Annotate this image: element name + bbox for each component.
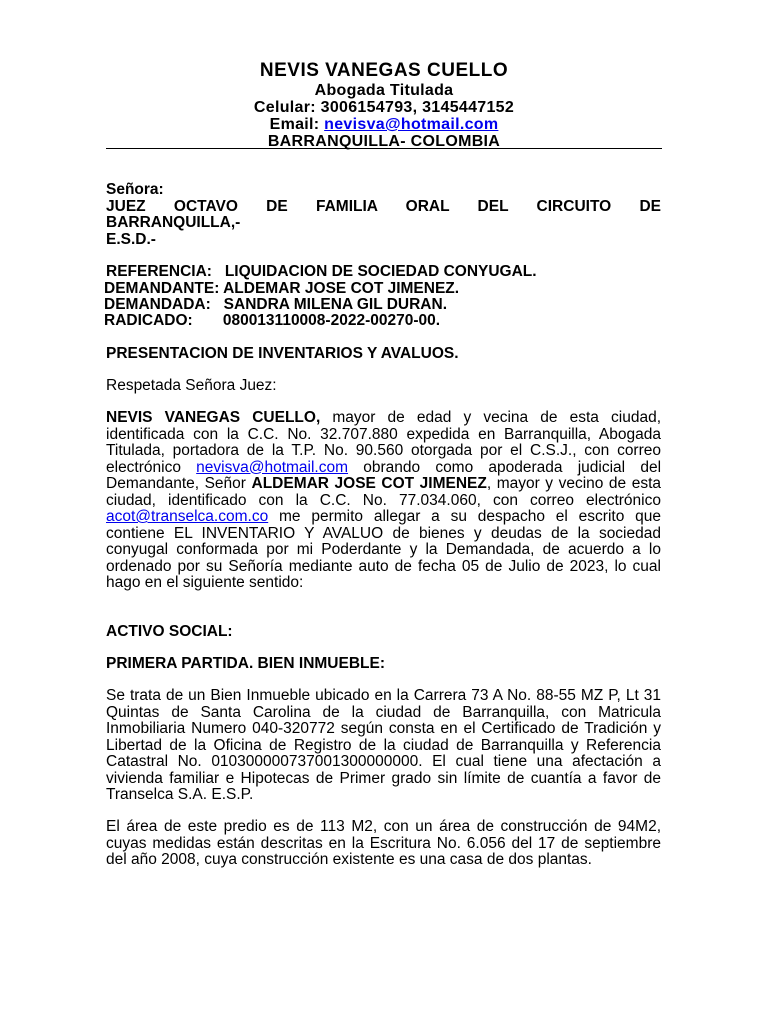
partida-paragraph-1: Se trata de un Bien Inmueble ubicado en la Carrera 73 A No. 88-55 MZ P, Lt 31 Quintas de Santa Carolina de la ciudad de Barranquilla, con Matricula Inmobiliaria Numero 040-320772 según consta en el Certificado de Tradición y Libertad de la Oficina de Registro de la ciudad de Barranquilla y Referencia Catastral No. 010300000737001300000000. El cual tiene una afectación a vivienda familiar e Hipotecas de Primer grado sin límite de cuantía a favor de Transelca S.A. E.S.P. xyxy=(106,687,661,803)
lawyer-email-link[interactable]: nevisva@hotmail.com xyxy=(324,116,499,133)
letterhead xyxy=(106,60,662,150)
lawyer-name: NEVIS VANEGAS CUELLO xyxy=(259,60,509,81)
partida-paragraph-2: El área de este predio es de 113 M2, con un área de construcción de 94M2, cuyas medidas están descritas en la Escritura No. 6.056 del 17 de septiembre del año 2008, cuya construcción existente es una casa de dos plantas. xyxy=(106,818,661,868)
lawyer-phone: Celular: 3006154793, 3145447152 xyxy=(253,99,515,116)
reference-demandada: DEMANDADA: SANDRA MILENA GIL DURAN. xyxy=(104,296,447,313)
email-label: Email: xyxy=(269,116,325,133)
body-paragraph-1 xyxy=(106,410,661,592)
primera-partida-heading: PRIMERA PARTIDA. BIEN INMUEBLE: xyxy=(106,655,385,672)
salutation: Señora: xyxy=(106,181,164,198)
activo-social-heading: ACTIVO SOCIAL: xyxy=(106,623,233,640)
greeting: Respetada Señora Juez: xyxy=(106,377,277,394)
body-email-link-2[interactable]: acot@transelca.com.co xyxy=(106,508,269,525)
reference-radicado: RADICADO: 080013110008-2022-00270-00. xyxy=(104,312,441,329)
reference-referencia: REFERENCIA: LIQUIDACION DE SOCIEDAD CONYUGAL. xyxy=(106,263,537,280)
body-email-link-1[interactable]: nevisva@hotmail.com xyxy=(196,458,349,476)
body-text-a: mayor de edad y vecina de esta ciudad, identificada con la C.C. No. 32.707.880 expedida en Barranquilla, Abogada Titulada, portadora de la T.P. No. 90.560 otorgada por el C.S.J., con correo electrónico xyxy=(106,409,662,476)
header-divider xyxy=(106,148,662,149)
body-lawyer-name: NEVIS VANEGAS CUELLO, xyxy=(106,409,321,426)
body-text-d: me permito allegar a su despacho el escrito que contiene EL INVENTARIO Y AVALUO de bienes y deudas de la sociedad conyugal conformada por mi Poderdante y la Demandada, de acuerdo a lo ordenado por su Señoría mediante auto de fecha 05 de Julio de 2023, lo cual hago en el siguiente sentido: xyxy=(106,508,661,591)
court-line-2: BARRANQUILLA,- xyxy=(106,214,241,231)
court-line-1: JUEZ OCTAVO DE FAMILIA ORAL DEL CIRCUITO DE xyxy=(106,197,661,215)
body-text-c: , mayor y vecino de esta ciudad, identificado con la C.C. No. 77.034.060, con correo electrónico xyxy=(106,475,661,509)
lawyer-title: Abogada Titulada xyxy=(314,82,454,99)
subject-line: PRESENTACION DE INVENTARIOS Y AVALUOS. xyxy=(106,345,459,362)
lawyer-city: BARRANQUILLA- COLOMBIA xyxy=(267,133,501,150)
reference-demandante: DEMANDANTE: ALDEMAR JOSE COT JIMENEZ. xyxy=(104,280,460,297)
body-text-b: obrando como apoderada judicial del Demandante, Señor xyxy=(106,458,662,492)
esd-line: E.S.D.- xyxy=(106,230,156,248)
lawyer-email-line xyxy=(106,116,662,133)
addressee-block xyxy=(106,182,661,248)
body-client-name: ALDEMAR JOSE COT JIMENEZ xyxy=(251,475,487,492)
